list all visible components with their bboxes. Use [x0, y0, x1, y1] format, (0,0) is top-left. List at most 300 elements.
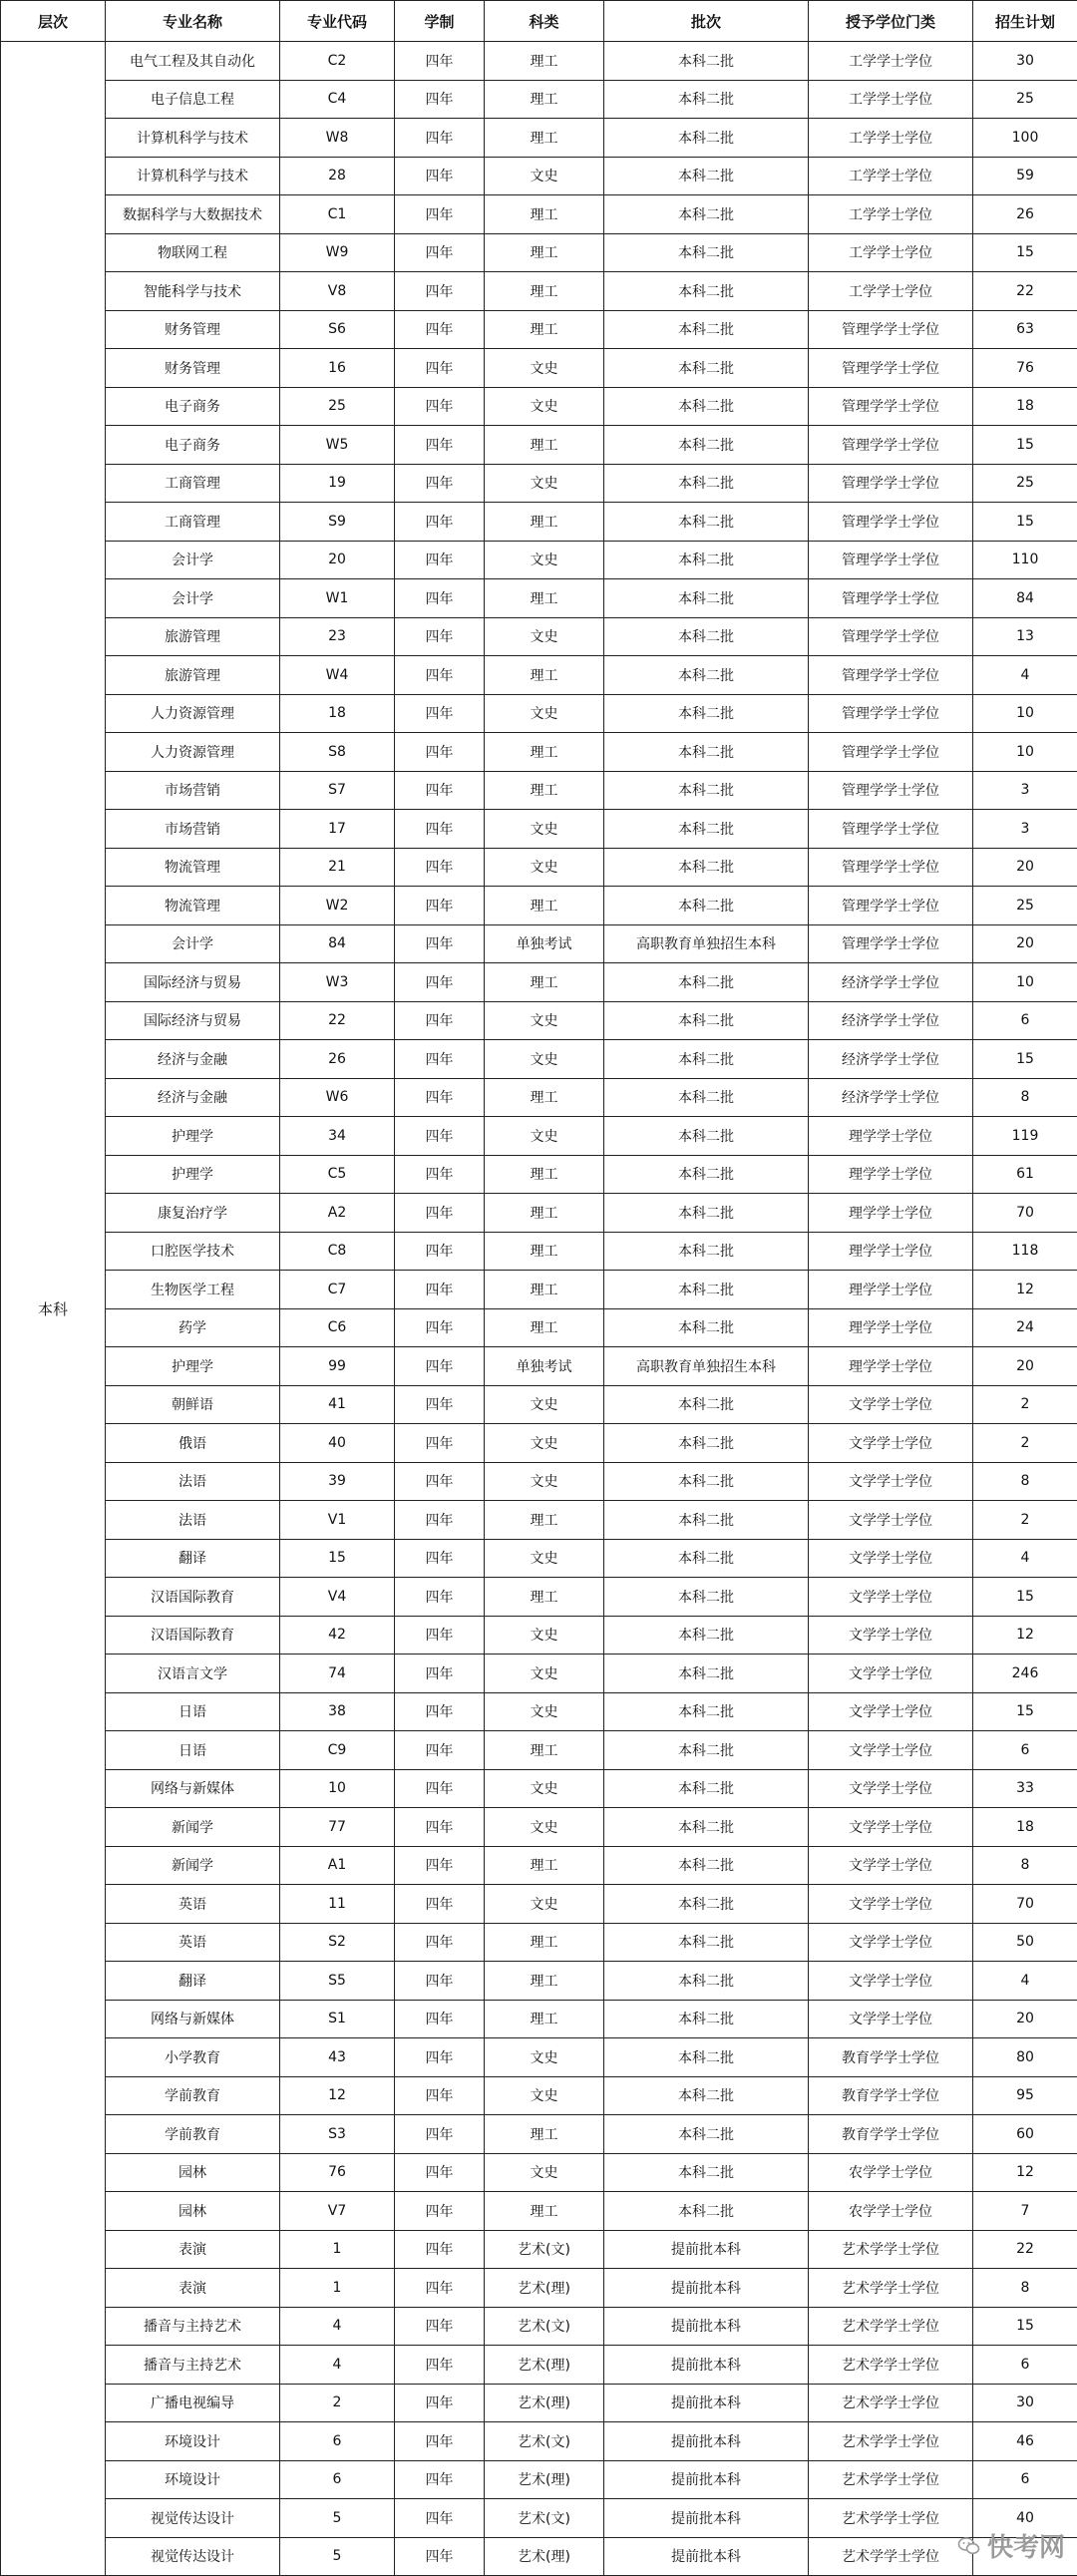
major-name-cell: 小学教育 [106, 2038, 280, 2077]
batch-cell: 本科二批 [604, 387, 809, 426]
major-name-cell: 物流管理 [106, 887, 280, 925]
table-row [1, 2537, 1077, 2576]
quota-cell: 100 [973, 119, 1077, 158]
batch-cell: 本科二批 [604, 1501, 809, 1540]
major-name-cell: 药学 [106, 1308, 280, 1347]
category-cell: 理工 [485, 1923, 604, 1962]
batch-cell: 本科二批 [604, 1155, 809, 1194]
duration-cell: 四年 [395, 1578, 485, 1617]
major-name-cell: 园林 [106, 2153, 280, 2192]
category-cell: 理工 [485, 1155, 604, 1194]
quota-cell: 12 [973, 1271, 1077, 1309]
duration-cell: 四年 [395, 1731, 485, 1770]
quota-cell: 30 [973, 2384, 1077, 2422]
batch-cell: 本科二批 [604, 1117, 809, 1156]
quota-cell: 15 [973, 2307, 1077, 2346]
category-cell: 理工 [485, 771, 604, 810]
major-code-cell: 2 [280, 2384, 395, 2422]
major-code-cell: C2 [280, 42, 395, 81]
major-name-cell: 表演 [106, 2230, 280, 2269]
major-code-cell: 22 [280, 1001, 395, 1040]
category-cell: 理工 [485, 1232, 604, 1271]
category-cell: 理工 [485, 1501, 604, 1540]
batch-cell: 本科二批 [604, 310, 809, 349]
category-cell: 理工 [485, 1078, 604, 1117]
category-cell: 文史 [485, 1808, 604, 1847]
degree-cell: 管理学学士学位 [809, 656, 973, 695]
table-body [1, 42, 1077, 2576]
duration-cell: 四年 [395, 810, 485, 849]
category-cell: 文史 [485, 617, 604, 656]
degree-cell: 管理学学士学位 [809, 579, 973, 618]
degree-cell: 文学学士学位 [809, 1808, 973, 1847]
duration-cell: 四年 [395, 1424, 485, 1463]
major-code-cell: 43 [280, 2038, 395, 2077]
degree-cell: 教育学学士学位 [809, 2115, 973, 2154]
quota-cell: 6 [973, 2346, 1077, 2385]
degree-cell: 工学学士学位 [809, 119, 973, 158]
batch-cell: 高职教育单独招生本科 [604, 924, 809, 963]
degree-cell: 艺术学学士学位 [809, 2537, 973, 2576]
major-name-cell: 英语 [106, 1885, 280, 1924]
quota-cell: 50 [973, 1923, 1077, 1962]
major-code-cell: V4 [280, 1578, 395, 1617]
degree-cell: 工学学士学位 [809, 195, 973, 234]
category-cell: 文史 [485, 1539, 604, 1578]
category-cell: 单独考试 [485, 1347, 604, 1386]
header-row [1, 1, 1077, 42]
batch-cell: 本科二批 [604, 119, 809, 158]
table-row [1, 195, 1077, 234]
major-name-cell: 视觉传达设计 [106, 2537, 280, 2576]
category-cell: 艺术(理) [485, 2384, 604, 2422]
major-name-cell: 市场营销 [106, 810, 280, 849]
category-cell: 理工 [485, 656, 604, 695]
duration-cell: 四年 [395, 1194, 485, 1233]
major-name-cell: 表演 [106, 2269, 280, 2308]
quota-cell: 70 [973, 1885, 1077, 1924]
table-row [1, 1962, 1077, 2001]
major-code-cell: C1 [280, 195, 395, 234]
major-name-cell: 人力资源管理 [106, 694, 280, 733]
major-name-cell: 汉语国际教育 [106, 1578, 280, 1617]
duration-cell: 四年 [395, 1232, 485, 1271]
major-code-cell: S5 [280, 1962, 395, 2001]
quota-cell: 63 [973, 310, 1077, 349]
duration-cell: 四年 [395, 1155, 485, 1194]
duration-cell: 四年 [395, 2269, 485, 2308]
quota-cell: 3 [973, 771, 1077, 810]
header-major-name: 专业名称 [106, 1, 280, 42]
batch-cell: 本科二批 [604, 426, 809, 465]
category-cell: 理工 [485, 1846, 604, 1885]
batch-cell: 本科二批 [604, 848, 809, 887]
degree-cell: 管理学学士学位 [809, 541, 973, 579]
table-row [1, 387, 1077, 426]
degree-cell: 理学学士学位 [809, 1117, 973, 1156]
table-row [1, 656, 1077, 695]
quota-cell: 25 [973, 464, 1077, 503]
table-row [1, 1194, 1077, 1233]
duration-cell: 四年 [395, 1539, 485, 1578]
quota-cell: 10 [973, 733, 1077, 772]
category-cell: 理工 [485, 272, 604, 311]
category-cell: 理工 [485, 195, 604, 234]
major-code-cell: C6 [280, 1308, 395, 1347]
major-name-cell: 会计学 [106, 579, 280, 618]
table-row [1, 694, 1077, 733]
batch-cell: 本科二批 [604, 694, 809, 733]
duration-cell: 四年 [395, 887, 485, 925]
major-code-cell: C5 [280, 1155, 395, 1194]
header-duration: 学制 [395, 1, 485, 42]
batch-cell: 本科二批 [604, 1232, 809, 1271]
duration-cell: 四年 [395, 924, 485, 963]
category-cell: 理工 [485, 503, 604, 542]
duration-cell: 四年 [395, 387, 485, 426]
batch-cell: 高职教育单独招生本科 [604, 1347, 809, 1386]
header-degree: 授予学位门类 [809, 1, 973, 42]
category-cell: 理工 [485, 233, 604, 272]
degree-cell: 管理学学士学位 [809, 503, 973, 542]
batch-cell: 提前批本科 [604, 2269, 809, 2308]
major-code-cell: S1 [280, 2000, 395, 2038]
degree-cell: 理学学士学位 [809, 1347, 973, 1386]
duration-cell: 四年 [395, 2192, 485, 2231]
category-cell: 理工 [485, 42, 604, 81]
duration-cell: 四年 [395, 1692, 485, 1731]
table-row [1, 464, 1077, 503]
quota-cell: 4 [973, 1962, 1077, 2001]
quota-cell: 6 [973, 1731, 1077, 1770]
table-row [1, 272, 1077, 311]
quota-cell: 60 [973, 2115, 1077, 2154]
category-cell: 理工 [485, 2115, 604, 2154]
major-code-cell: V7 [280, 2192, 395, 2231]
category-cell: 文史 [485, 1692, 604, 1731]
major-code-cell: 42 [280, 1616, 395, 1655]
major-code-cell: 5 [280, 2537, 395, 2576]
batch-cell: 本科二批 [604, 1308, 809, 1347]
quota-cell: 33 [973, 1769, 1077, 1808]
category-cell: 理工 [485, 963, 604, 1002]
table-row [1, 503, 1077, 542]
category-cell: 单独考试 [485, 924, 604, 963]
category-cell: 文史 [485, 1769, 604, 1808]
batch-cell: 本科二批 [604, 2038, 809, 2077]
major-name-cell: 法语 [106, 1501, 280, 1540]
degree-cell: 农学学士学位 [809, 2153, 973, 2192]
degree-cell: 文学学士学位 [809, 2000, 973, 2038]
category-cell: 理工 [485, 1962, 604, 2001]
table-row [1, 887, 1077, 925]
major-name-cell: 网络与新媒体 [106, 2000, 280, 2038]
quota-cell: 20 [973, 2000, 1077, 2038]
batch-cell: 本科二批 [604, 2000, 809, 2038]
major-code-cell: C8 [280, 1232, 395, 1271]
duration-cell: 四年 [395, 771, 485, 810]
duration-cell: 四年 [395, 42, 485, 81]
table-row [1, 2307, 1077, 2346]
major-code-cell: 34 [280, 1117, 395, 1156]
header-level: 层次 [1, 1, 106, 42]
table-row [1, 1539, 1077, 1578]
category-cell: 艺术(理) [485, 2269, 604, 2308]
major-name-cell: 新闻学 [106, 1808, 280, 1847]
batch-cell: 提前批本科 [604, 2230, 809, 2269]
duration-cell: 四年 [395, 2499, 485, 2538]
degree-cell: 管理学学士学位 [809, 464, 973, 503]
header-batch: 批次 [604, 1, 809, 42]
major-name-cell: 国际经济与贸易 [106, 963, 280, 1002]
major-name-cell: 财务管理 [106, 310, 280, 349]
quota-cell: 30 [973, 42, 1077, 81]
quota-cell: 20 [973, 1347, 1077, 1386]
major-code-cell: S6 [280, 310, 395, 349]
major-name-cell: 翻译 [106, 1962, 280, 2001]
major-code-cell: 1 [280, 2230, 395, 2269]
batch-cell: 本科二批 [604, 733, 809, 772]
degree-cell: 艺术学学士学位 [809, 2230, 973, 2269]
duration-cell: 四年 [395, 464, 485, 503]
watermark-text: 快考网 [987, 2527, 1065, 2564]
table-row [1, 771, 1077, 810]
degree-cell: 艺术学学士学位 [809, 2346, 973, 2385]
batch-cell: 本科二批 [604, 503, 809, 542]
quota-cell: 119 [973, 1117, 1077, 1156]
quota-cell: 110 [973, 541, 1077, 579]
major-code-cell: 77 [280, 1808, 395, 1847]
category-cell: 艺术(文) [485, 2422, 604, 2461]
quota-cell: 15 [973, 1692, 1077, 1731]
duration-cell: 四年 [395, 1923, 485, 1962]
degree-cell: 文学学士学位 [809, 1692, 973, 1731]
degree-cell: 文学学士学位 [809, 1923, 973, 1962]
category-cell: 文史 [485, 1885, 604, 1924]
table-row [1, 733, 1077, 772]
quota-cell: 8 [973, 1078, 1077, 1117]
major-name-cell: 康复治疗学 [106, 1194, 280, 1233]
quota-cell: 2 [973, 1501, 1077, 1540]
degree-cell: 文学学士学位 [809, 1539, 973, 1578]
quota-cell: 118 [973, 1232, 1077, 1271]
degree-cell: 艺术学学士学位 [809, 2499, 973, 2538]
major-name-cell: 播音与主持艺术 [106, 2346, 280, 2385]
quota-cell: 15 [973, 426, 1077, 465]
table-row [1, 119, 1077, 158]
major-code-cell: 16 [280, 349, 395, 388]
degree-cell: 管理学学士学位 [809, 924, 973, 963]
quota-cell: 22 [973, 272, 1077, 311]
batch-cell: 提前批本科 [604, 2460, 809, 2499]
major-code-cell: A2 [280, 1194, 395, 1233]
major-name-cell: 电子商务 [106, 426, 280, 465]
major-name-cell: 旅游管理 [106, 656, 280, 695]
major-code-cell: 6 [280, 2422, 395, 2461]
major-code-cell: S3 [280, 2115, 395, 2154]
degree-cell: 工学学士学位 [809, 233, 973, 272]
table-row [1, 1117, 1077, 1156]
major-code-cell: 4 [280, 2346, 395, 2385]
degree-cell: 农学学士学位 [809, 2192, 973, 2231]
duration-cell: 四年 [395, 2384, 485, 2422]
major-name-cell: 生物医学工程 [106, 1271, 280, 1309]
duration-cell: 四年 [395, 2346, 485, 2385]
category-cell: 理工 [485, 579, 604, 618]
duration-cell: 四年 [395, 1117, 485, 1156]
major-code-cell: 84 [280, 924, 395, 963]
major-code-cell: 28 [280, 157, 395, 195]
major-name-cell: 护理学 [106, 1155, 280, 1194]
degree-cell: 理学学士学位 [809, 1308, 973, 1347]
duration-cell: 四年 [395, 2153, 485, 2192]
table-row [1, 1885, 1077, 1924]
batch-cell: 本科二批 [604, 1846, 809, 1885]
duration-cell: 四年 [395, 1001, 485, 1040]
table-row [1, 1078, 1077, 1117]
watermark [957, 2527, 1065, 2564]
major-code-cell: W5 [280, 426, 395, 465]
quota-cell: 10 [973, 694, 1077, 733]
major-name-cell: 会计学 [106, 541, 280, 579]
category-cell: 文史 [485, 1462, 604, 1501]
major-name-cell: 播音与主持艺术 [106, 2307, 280, 2346]
major-code-cell: 6 [280, 2460, 395, 2499]
degree-cell: 管理学学士学位 [809, 426, 973, 465]
major-name-cell: 电子商务 [106, 387, 280, 426]
major-code-cell: S7 [280, 771, 395, 810]
batch-cell: 本科二批 [604, 1078, 809, 1117]
major-name-cell: 翻译 [106, 1539, 280, 1578]
degree-cell: 经济学学士学位 [809, 1040, 973, 1079]
category-cell: 理工 [485, 119, 604, 158]
degree-cell: 艺术学学士学位 [809, 2269, 973, 2308]
table-row [1, 1155, 1077, 1194]
major-code-cell: 38 [280, 1692, 395, 1731]
degree-cell: 文学学士学位 [809, 1501, 973, 1540]
header-category: 科类 [485, 1, 604, 42]
duration-cell: 四年 [395, 656, 485, 695]
quota-cell: 80 [973, 2038, 1077, 2077]
table-row [1, 2115, 1077, 2154]
duration-cell: 四年 [395, 1040, 485, 1079]
degree-cell: 文学学士学位 [809, 1846, 973, 1885]
degree-cell: 理学学士学位 [809, 1271, 973, 1309]
category-cell: 文史 [485, 1616, 604, 1655]
major-name-cell: 物联网工程 [106, 233, 280, 272]
major-name-cell: 智能科学与技术 [106, 272, 280, 311]
degree-cell: 艺术学学士学位 [809, 2460, 973, 2499]
batch-cell: 本科二批 [604, 42, 809, 81]
major-code-cell: C9 [280, 1731, 395, 1770]
degree-cell: 理学学士学位 [809, 1194, 973, 1233]
batch-cell: 本科二批 [604, 1001, 809, 1040]
major-name-cell: 学前教育 [106, 2115, 280, 2154]
table-row [1, 1846, 1077, 1885]
duration-cell: 四年 [395, 349, 485, 388]
degree-cell: 文学学士学位 [809, 1424, 973, 1463]
major-name-cell: 学前教育 [106, 2076, 280, 2115]
table-row [1, 42, 1077, 81]
major-name-cell: 市场营销 [106, 771, 280, 810]
batch-cell: 本科二批 [604, 2115, 809, 2154]
category-cell: 理工 [485, 1731, 604, 1770]
duration-cell: 四年 [395, 1347, 485, 1386]
duration-cell: 四年 [395, 579, 485, 618]
batch-cell: 本科二批 [604, 1462, 809, 1501]
quota-cell: 20 [973, 924, 1077, 963]
category-cell: 艺术(文) [485, 2307, 604, 2346]
category-cell: 理工 [485, 1578, 604, 1617]
duration-cell: 四年 [395, 426, 485, 465]
batch-cell: 本科二批 [604, 464, 809, 503]
major-code-cell: 23 [280, 617, 395, 656]
table-row [1, 1462, 1077, 1501]
major-name-cell: 园林 [106, 2192, 280, 2231]
quota-cell: 59 [973, 157, 1077, 195]
duration-cell: 四年 [395, 2422, 485, 2461]
batch-cell: 本科二批 [604, 771, 809, 810]
degree-cell: 管理学学士学位 [809, 848, 973, 887]
degree-cell: 文学学士学位 [809, 1655, 973, 1693]
category-cell: 理工 [485, 1271, 604, 1309]
quota-cell: 46 [973, 2422, 1077, 2461]
table-row [1, 1308, 1077, 1347]
major-code-cell: 19 [280, 464, 395, 503]
batch-cell: 本科二批 [604, 195, 809, 234]
table-row [1, 1347, 1077, 1386]
category-cell: 艺术(理) [485, 2346, 604, 2385]
batch-cell: 本科二批 [604, 1616, 809, 1655]
duration-cell: 四年 [395, 2000, 485, 2038]
category-cell: 文史 [485, 2038, 604, 2077]
degree-cell: 文学学士学位 [809, 1385, 973, 1424]
major-code-cell: 39 [280, 1462, 395, 1501]
batch-cell: 本科二批 [604, 1923, 809, 1962]
batch-cell: 本科二批 [604, 617, 809, 656]
duration-cell: 四年 [395, 2076, 485, 2115]
quota-cell: 18 [973, 387, 1077, 426]
batch-cell: 本科二批 [604, 963, 809, 1002]
category-cell: 理工 [485, 1194, 604, 1233]
major-code-cell: 99 [280, 1347, 395, 1386]
duration-cell: 四年 [395, 733, 485, 772]
batch-cell: 本科二批 [604, 349, 809, 388]
degree-cell: 文学学士学位 [809, 1885, 973, 1924]
category-cell: 文史 [485, 2153, 604, 2192]
category-cell: 文史 [485, 464, 604, 503]
quota-cell: 24 [973, 1308, 1077, 1347]
major-name-cell: 财务管理 [106, 349, 280, 388]
duration-cell: 四年 [395, 1462, 485, 1501]
quota-cell: 15 [973, 1578, 1077, 1617]
batch-cell: 本科二批 [604, 1655, 809, 1693]
category-cell: 文史 [485, 541, 604, 579]
category-cell: 理工 [485, 887, 604, 925]
major-name-cell: 护理学 [106, 1117, 280, 1156]
major-code-cell: 25 [280, 387, 395, 426]
major-code-cell: 5 [280, 2499, 395, 2538]
major-code-cell: S9 [280, 503, 395, 542]
batch-cell: 提前批本科 [604, 2422, 809, 2461]
degree-cell: 文学学士学位 [809, 1731, 973, 1770]
major-name-cell: 经济与金融 [106, 1078, 280, 1117]
table-row [1, 233, 1077, 272]
category-cell: 文史 [485, 157, 604, 195]
major-code-cell: 15 [280, 1539, 395, 1578]
quota-cell: 26 [973, 195, 1077, 234]
quota-cell: 8 [973, 1462, 1077, 1501]
